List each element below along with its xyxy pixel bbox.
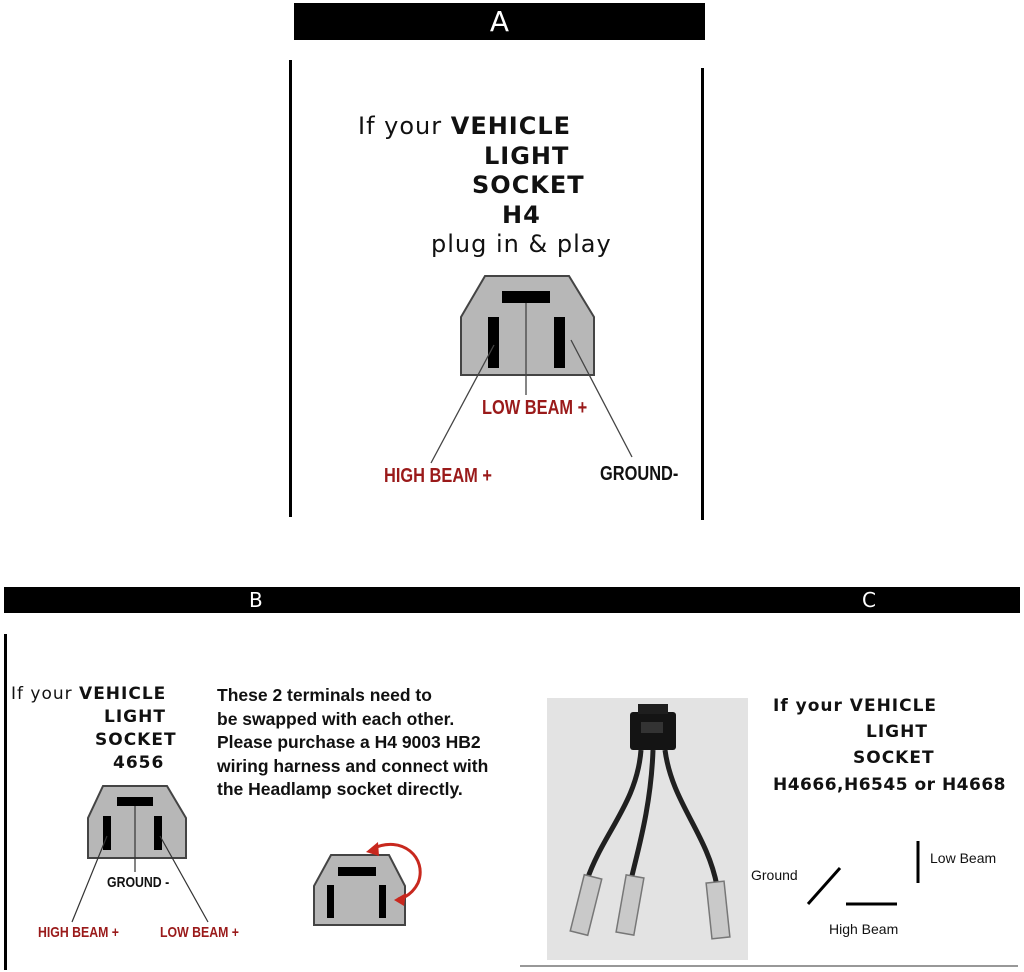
panel-b-line1: If your VEHICLE xyxy=(11,684,167,704)
panel-a-line3: SOCKET xyxy=(472,171,585,199)
panel-c-line4: H4666,H6545 or H4668 xyxy=(773,775,1006,795)
panel-a-high-beam-label: HIGH BEAM + xyxy=(384,465,492,487)
panel-b-header-label: B xyxy=(249,588,263,612)
note-line: the Headlamp socket directly. xyxy=(217,779,463,799)
panel-c-line2: LIGHT xyxy=(866,722,928,742)
note-line: wiring harness and connect with xyxy=(217,755,489,776)
note-line: These 2 terminals need to xyxy=(217,685,432,705)
panel-b-ground-label: GROUND - xyxy=(107,874,170,891)
panel-c-high-beam-label: High Beam xyxy=(829,921,899,937)
panel-c-ground-label: Ground xyxy=(751,867,798,883)
panel-b-low-beam-label: LOW BEAM + xyxy=(160,924,239,941)
panel-b-high-beam-label: HIGH BEAM + xyxy=(38,924,119,941)
panel-a-line4: H4 xyxy=(502,201,541,229)
panel-a-low-beam-label: LOW BEAM + xyxy=(482,397,588,419)
panel-c-header-label: C xyxy=(862,588,876,612)
panel-a-ground-label: GROUND- xyxy=(600,463,679,485)
panel-c-line3: SOCKET xyxy=(853,748,935,768)
panel-c-low-beam-label: Low Beam xyxy=(930,850,997,866)
panel-b-line4: 4656 xyxy=(113,753,165,773)
panel-b-line3: SOCKET xyxy=(95,730,177,750)
panel-a-line1: If your VEHICLE xyxy=(358,112,572,140)
panel-a-line2: LIGHT xyxy=(484,142,570,170)
panel-a-header-label: A xyxy=(489,5,510,38)
note-line: be swapped with each other. xyxy=(217,708,455,729)
panel-b-line2: LIGHT xyxy=(104,707,166,727)
panel-c-line1: If your VEHICLE xyxy=(773,696,938,716)
ground-pin xyxy=(808,868,840,904)
note-line: Please purchase a H4 9003 HB2 xyxy=(217,732,481,752)
panel-a-line5: plug in & play xyxy=(431,230,612,258)
